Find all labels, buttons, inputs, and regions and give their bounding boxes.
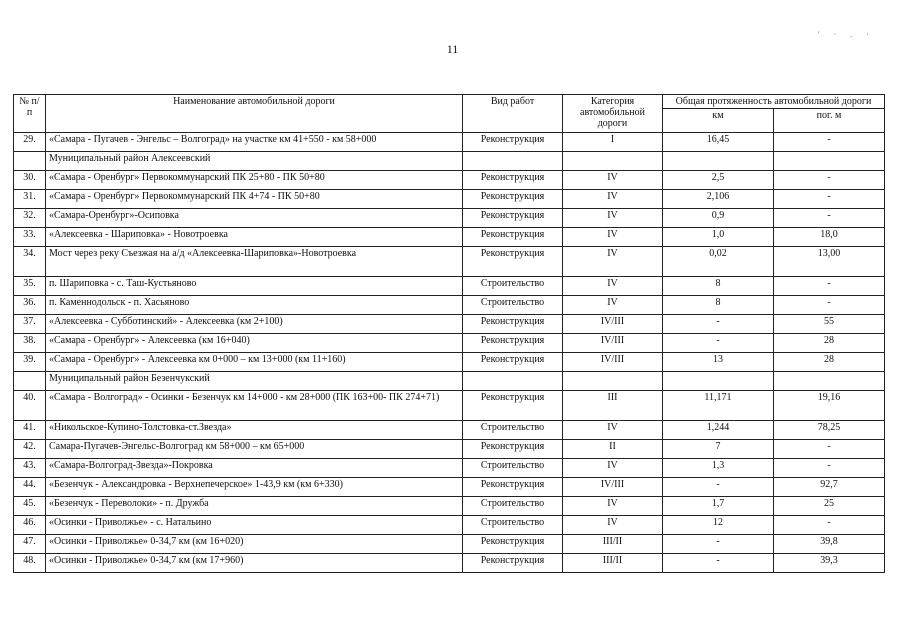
group-km-cell [663,372,774,391]
table-row [14,133,885,152]
road-category: IV [563,497,663,516]
header-road-name: Наименование автомобильной дороги [46,95,463,133]
road-category: IV [563,247,663,277]
work-type: Реконструкция [463,391,563,421]
road-name: «Осинки - Приволжье» 0-34,7 км (км 17+960) [46,554,463,573]
table-row [14,478,885,497]
table-row [14,228,885,247]
work-type: Реконструкция [463,554,563,573]
road-name: «Осинки - Приволжье» 0-34,7 км (км 16+020) [46,535,463,554]
work-type: Строительство [463,497,563,516]
road-category: IV [563,277,663,296]
length-km: 2,106 [663,190,774,209]
table-row [14,459,885,478]
row-number: 44. [14,478,46,497]
road-name: «Самара-Оренбург»-Осиповка [46,209,463,228]
length-linear-meters: 39,3 [774,554,885,573]
road-category: IV/III [563,353,663,372]
table-row [14,421,885,440]
roads-table [13,94,885,573]
row-number: 46. [14,516,46,535]
table-row [14,315,885,334]
row-number: 42. [14,440,46,459]
work-type: Реконструкция [463,315,563,334]
road-name: «Безенчук - Александровка - Верхнепечерское» 1-43,9 км (км 6+330) [46,478,463,497]
road-category: IV [563,190,663,209]
row-number: 41. [14,421,46,440]
table-row [14,334,885,353]
road-name: «Никольское-Купино-Толстовка-ст.Звезда» [46,421,463,440]
length-linear-meters: 28 [774,334,885,353]
length-linear-meters: 78,25 [774,421,885,440]
district-name: Муниципальный район Алексеевский [46,152,463,171]
length-linear-meters: - [774,190,885,209]
group-num-cell [14,372,46,391]
road-name: «Самара - Оренбург» Первокоммунарский ПК 4+74 - ПК 50+80 [46,190,463,209]
road-name: «Алексеевка - Шариповка» - Новотроевка [46,228,463,247]
work-type: Строительство [463,277,563,296]
row-number: 35. [14,277,46,296]
road-category: IV [563,421,663,440]
length-linear-meters: - [774,440,885,459]
header-total-length: Общая протяженность автомобильной дороги [663,95,885,109]
row-number: 32. [14,209,46,228]
road-category: IV [563,209,663,228]
row-number: 40. [14,391,46,421]
work-type: Строительство [463,516,563,535]
length-linear-meters: - [774,133,885,152]
road-name: «Безенчук - Переволоки» - п. Дружба [46,497,463,516]
length-linear-meters: 19,16 [774,391,885,421]
road-category: III/II [563,554,663,573]
work-type: Строительство [463,296,563,315]
road-name: п. Каменнодольск - п. Хасьяново [46,296,463,315]
row-number: 45. [14,497,46,516]
table-row [14,440,885,459]
work-type: Реконструкция [463,228,563,247]
table-row [14,554,885,573]
group-category-cell [563,152,663,171]
work-type: Реконструкция [463,190,563,209]
row-number: 39. [14,353,46,372]
road-category: IV [563,516,663,535]
scan-artifact-marks: ' · . · [818,30,875,39]
row-number: 43. [14,459,46,478]
road-name: «Алексеевка - Субботинский» - Алексеевка (км 2+100) [46,315,463,334]
length-linear-meters: - [774,277,885,296]
district-name: Муниципальный район Безенчукский [46,372,463,391]
row-number: 30. [14,171,46,190]
table-row [14,516,885,535]
length-km: 0,02 [663,247,774,277]
row-number: 37. [14,315,46,334]
length-km: 8 [663,296,774,315]
district-group-row [14,372,885,391]
road-name: Мост через реку Съезжая на а/д «Алексеевка-Шариповка»-Новотроевка [46,247,463,277]
length-km: 7 [663,440,774,459]
road-name: «Самара - Оренбург» - Алексеевка км 0+000 – км 13+000 (км 11+160) [46,353,463,372]
road-name: Самара-Пугачев-Энгельс-Волгоград км 58+000 – км 65+000 [46,440,463,459]
work-type: Реконструкция [463,209,563,228]
length-km: 16,45 [663,133,774,152]
road-category: IV/III [563,478,663,497]
header-category: Категория автомобильной дороги [563,95,663,133]
table-body [14,133,885,573]
length-linear-meters: - [774,296,885,315]
header-row-top [14,95,885,109]
length-km: - [663,334,774,353]
table-row [14,190,885,209]
header-linear-meters: пог. м [774,109,885,133]
road-name: «Самара-Волгоград-Звезда»-Покровка [46,459,463,478]
road-category: I [563,133,663,152]
page-number: 11 [446,42,459,56]
length-linear-meters: - [774,516,885,535]
length-linear-meters: 39,8 [774,535,885,554]
table-row [14,535,885,554]
row-number: 47. [14,535,46,554]
length-km: 8 [663,277,774,296]
row-number: 34. [14,247,46,277]
road-category: IV [563,228,663,247]
work-type: Строительство [463,459,563,478]
header-work-type: Вид работ [463,95,563,133]
group-num-cell [14,152,46,171]
road-category: III/II [563,535,663,554]
group-m-cell [774,152,885,171]
road-category: IV/III [563,315,663,334]
road-name: п. Шариповка - с. Таш-Кустьяново [46,277,463,296]
length-km: 0,9 [663,209,774,228]
length-km: - [663,554,774,573]
length-linear-meters: 28 [774,353,885,372]
group-category-cell [563,372,663,391]
table-row [14,247,885,277]
work-type: Реконструкция [463,353,563,372]
table-row [14,497,885,516]
work-type: Строительство [463,421,563,440]
header-num: № п/п [14,95,46,133]
length-km: 2,5 [663,171,774,190]
table-row [14,171,885,190]
work-type: Реконструкция [463,334,563,353]
district-group-row [14,152,885,171]
group-m-cell [774,372,885,391]
table-row [14,277,885,296]
length-linear-meters: 55 [774,315,885,334]
road-category: IV [563,171,663,190]
length-km: - [663,535,774,554]
group-km-cell [663,152,774,171]
length-km: 1,7 [663,497,774,516]
work-type: Реконструкция [463,171,563,190]
header-km: км [663,109,774,133]
length-linear-meters: - [774,459,885,478]
length-km: 13 [663,353,774,372]
table-row [14,353,885,372]
road-name: «Самара - Оренбург» - Алексеевка (км 16+040) [46,334,463,353]
length-km: - [663,315,774,334]
road-category: IV [563,296,663,315]
length-km: 12 [663,516,774,535]
length-linear-meters: 13,00 [774,247,885,277]
row-number: 36. [14,296,46,315]
length-km: 1,3 [663,459,774,478]
road-name: «Самара - Волгоград» - Осинки - Безенчук км 14+000 - км 28+000 (ПК 163+00- ПК 274+71) [46,391,463,421]
length-km: 1,244 [663,421,774,440]
length-linear-meters: - [774,209,885,228]
road-name: «Осинки - Приволжье» - с. Натальино [46,516,463,535]
road-category: III [563,391,663,421]
length-km: 11,171 [663,391,774,421]
road-category: IV/III [563,334,663,353]
row-number: 31. [14,190,46,209]
work-type: Реконструкция [463,133,563,152]
work-type: Реконструкция [463,535,563,554]
table-row [14,296,885,315]
road-category: IV [563,459,663,478]
table-row [14,391,885,421]
table-header [14,95,885,133]
work-type: Реконструкция [463,440,563,459]
work-type: Реконструкция [463,247,563,277]
group-work-cell [463,152,563,171]
row-number: 33. [14,228,46,247]
row-number: 29. [14,133,46,152]
length-linear-meters: 92,7 [774,478,885,497]
road-name: «Самара - Пугачев - Энгельс – Волгоград» на участке км 41+550 - км 58+000 [46,133,463,152]
work-type: Реконструкция [463,478,563,497]
length-km: - [663,478,774,497]
length-km: 1,0 [663,228,774,247]
table-row [14,209,885,228]
row-number: 48. [14,554,46,573]
road-name: «Самара - Оренбург» Первокоммунарский ПК 25+80 - ПК 50+80 [46,171,463,190]
length-linear-meters: 18,0 [774,228,885,247]
group-work-cell [463,372,563,391]
row-number: 38. [14,334,46,353]
road-category: II [563,440,663,459]
length-linear-meters: 25 [774,497,885,516]
length-linear-meters: - [774,171,885,190]
